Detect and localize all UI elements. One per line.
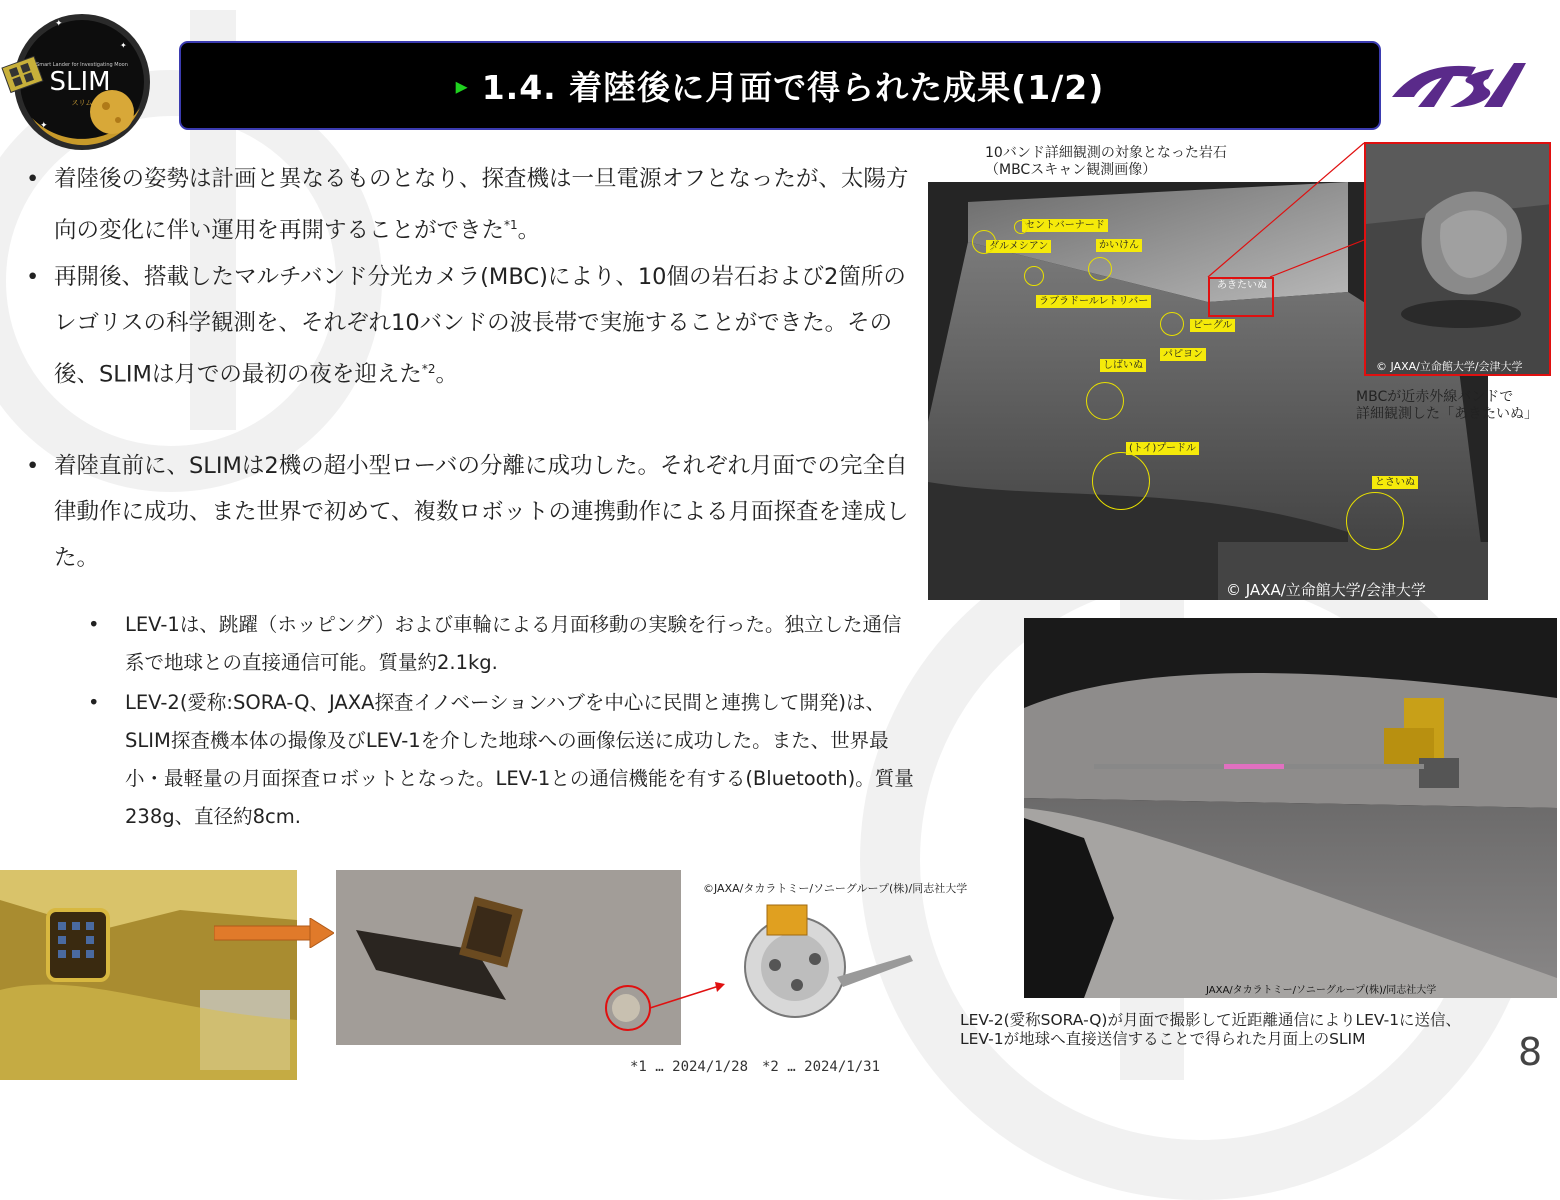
rock-marker-ring (1160, 312, 1184, 336)
bullet-icon: • (88, 691, 100, 714)
mbc-caption-line2: （MBCスキャン観測画像） (985, 162, 1157, 178)
rock-marker-ring (972, 230, 996, 254)
slim-logo-jp: スリム (71, 99, 93, 107)
slim-image-copyright: JAXA/タカラトミー/ソニーグループ(株)/同志社大学 (1206, 985, 1437, 996)
mbc-image-copyright: © JAXA/立命館大学/会津大学 (1226, 581, 1426, 599)
lev1-on-spacecraft-image (0, 870, 297, 1080)
rock-label-shiba: しばいぬ (1100, 359, 1146, 372)
bullet-text: 着陸後の姿勢は計画と異なるものとなり、探査機は一旦電源オフとなったが、太陽方向の変化に伴い運用を再開することができた (54, 166, 909, 244)
svg-text:✦: ✦ (40, 121, 48, 131)
mbc-caption-line1: 10バンド詳細観測の対象となった岩石 (985, 145, 1227, 161)
slide-title: 1.4. 着陸後に月面で得られた成果(1/2) (481, 68, 1105, 107)
footnote-ref: *1 (504, 218, 518, 232)
rock-marker-ring (1092, 452, 1150, 510)
sub-bullet-item (88, 684, 918, 836)
svg-text:✦: ✦ (55, 19, 63, 29)
red-pointer-arrow (645, 978, 735, 1018)
rock-label-kaiken: かいけん (1096, 239, 1142, 252)
bullet-item (22, 443, 922, 581)
rock-marker-ring (1024, 266, 1044, 286)
rock-label-saint-bernard: セントバーナード (1022, 219, 1108, 232)
slim-on-moon-image (1024, 618, 1557, 998)
rock-label-poodle: (トイ)プードル (1126, 442, 1199, 455)
page-number: 8 (1518, 1030, 1543, 1074)
slim-logo-text: SLIM (49, 67, 111, 97)
bullet-icon: • (26, 166, 40, 192)
sora-q-robot-image (725, 895, 925, 1025)
sub-bullet-text: LEV-1は、跳躍（ホッピング）および車輪による月面移動の実験を行った。独立した通信系で地球との直接通信可能。質量約2.1kg. (125, 613, 902, 674)
rock-marker-ring (1086, 382, 1124, 420)
main-bullet-list (22, 156, 922, 581)
bullet-icon: • (26, 263, 40, 290)
rock-label-beagle: ビーグル (1190, 319, 1235, 332)
rock-label-labrador: ラブラドールレトリバー (1036, 295, 1151, 308)
isas-logo (1384, 55, 1534, 113)
bullet-icon: • (26, 453, 40, 479)
zoom-caption-line1: MBCが近赤外線バンドで (1356, 389, 1514, 405)
akita-rock-zoom-image (1364, 142, 1551, 376)
rock-label-papillon: パピヨン (1160, 348, 1206, 361)
svg-text:✦: ✦ (120, 41, 127, 50)
isas-logo-text: ISAS (1384, 55, 1387, 56)
rock-label-dalmatian: ダルメシアン (986, 240, 1051, 253)
bullet-text: 着陸直前に、SLIMは2機の超小型ローバの分離に成功した。それぞれ月面での完全自律動作に成功、また世界で初めて、複数ロボットの連携動作による月面探査を達成した。 (54, 453, 909, 571)
lev1-on-moon-image (336, 870, 681, 1045)
sora-q-copyright: ©JAXA/タカラトミー/ソニーグループ(株)/同志社大学 (703, 882, 968, 895)
rock-marker-ring (1346, 492, 1404, 550)
bullet-end: 。 (435, 361, 459, 387)
sub-bullet-item (88, 606, 918, 682)
title-arrow-icon: ▸ (455, 71, 468, 100)
slim-image-caption (960, 1011, 1461, 1049)
zoom-image-caption (1356, 389, 1538, 423)
zoom-connector-lines (1100, 140, 1370, 300)
rock-label-akita: あきたいぬ (1217, 280, 1267, 291)
bullet-item (22, 156, 922, 254)
slim-caption-line2: LEV-1が地球へ直接送信することで得られた月面上のSLIM (960, 1030, 1366, 1048)
slim-caption-line1: LEV-2(愛称SORA-Q)が月面で撮影して近距離通信によりLEV-1に送信、 (960, 1011, 1462, 1029)
bullet-icon: • (88, 613, 100, 636)
footnote-ref: *2 (421, 361, 436, 376)
slim-logo-subtext: Smart Lander for Investigating Moon (36, 62, 128, 68)
sub-bullet-list (88, 606, 918, 836)
slide-title-bar (179, 41, 1381, 130)
bullet-text: 再開後、搭載したマルチバンド分光カメラ(MBC)により、10個の岩石および2箇所のレゴリスの科学観測を、それぞれ10バンドの波長帯で実施することができた。その後、SLIMは月での最初の夜を迎えた (54, 263, 906, 387)
bullet-end: 。 (517, 217, 541, 244)
footnotes: *1 … 2024/1/28 *2 … 2024/1/31 (630, 1059, 881, 1075)
rock-label-tosa: とさいぬ (1372, 476, 1418, 489)
arrow-right-icon (214, 918, 334, 948)
slim-mission-logo (0, 8, 152, 153)
rock-marker-ring (1014, 220, 1028, 234)
zoom-caption-line2: 詳細観測した「あきたいぬ」 (1356, 406, 1538, 422)
zoom-image-copyright: © JAXA/立命館大学/会津大学 (1376, 360, 1523, 373)
bullet-item (22, 254, 922, 398)
sub-bullet-text: LEV-2(愛称:SORA-Q、JAXA探査イノベーションハブを中心に民間と連携して開発)は、SLIM探査機本体の撮像及びLEV-1を介した地球への画像伝送に成功した。また、世界最小・最軽量の月面探査ロボットとなった。LEV-1との通信機能を有する(Bluetooth)。質量238g、直径約8cm. (125, 691, 914, 828)
